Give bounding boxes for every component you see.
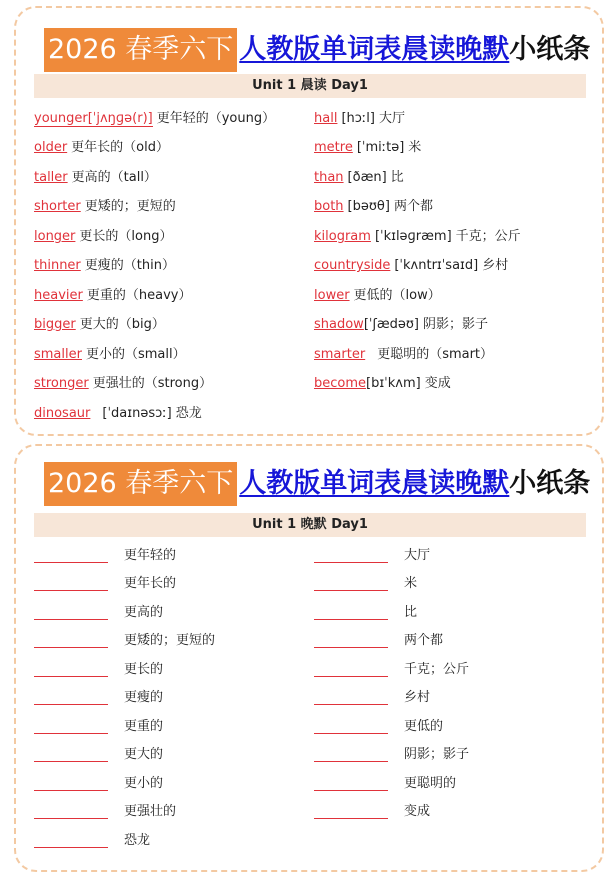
title-suffix: 小纸条 <box>509 468 591 499</box>
vocab-row <box>34 344 186 366</box>
answer-blank[interactable] <box>34 548 108 563</box>
vocab-phonetic: [ˈmiːtə] <box>356 140 405 155</box>
answer-blank[interactable] <box>314 633 388 648</box>
dictation-row <box>34 716 164 738</box>
vocab-row <box>34 403 202 425</box>
vocab-word: bigger <box>34 317 76 332</box>
vocab-word: older <box>34 140 68 155</box>
answer-blank[interactable] <box>34 576 108 591</box>
vocab-word: hall <box>314 111 338 126</box>
dictation-row <box>314 773 457 795</box>
dictation-row <box>314 801 431 823</box>
answer-blank[interactable] <box>34 747 108 762</box>
dictation-row <box>34 801 177 823</box>
vocab-word: stronger <box>34 376 89 391</box>
vocab-phonetic: [ˈʃædəʊ] <box>363 317 419 332</box>
answer-blank[interactable] <box>34 804 108 819</box>
vocab-meaning: 更瘦的（thin） <box>84 258 175 273</box>
dictation-meaning: 大厅 <box>404 548 431 563</box>
vocab-meaning: 更小的（small） <box>85 347 186 362</box>
answer-blank[interactable] <box>314 662 388 677</box>
dictation-meaning: 更小的 <box>124 776 164 791</box>
dictation-row <box>314 630 444 652</box>
vocab-meaning: 阴影；影子 <box>422 317 488 332</box>
vocab-meaning: 更长的（long） <box>79 229 173 244</box>
dictation-row <box>34 630 216 652</box>
dictation-row <box>34 687 164 709</box>
dictation-row <box>34 830 151 852</box>
answer-blank[interactable] <box>314 576 388 591</box>
vocab-word: heavier <box>34 288 83 303</box>
vocab-meaning: 更高的（tall） <box>71 170 157 185</box>
answer-blank[interactable] <box>34 719 108 734</box>
answer-blank[interactable] <box>34 662 108 677</box>
vocab-word: taller <box>34 170 68 185</box>
dictation-meaning: 乡村 <box>404 690 431 705</box>
dictation-row <box>34 773 164 795</box>
vocab-phonetic: [ˈdaɪnəsɔː] <box>102 406 172 421</box>
vocab-phonetic: [hɔːl] <box>341 111 375 126</box>
vocab-meaning: 更重的（heavy） <box>86 288 192 303</box>
vocab-word: shadow <box>314 317 364 332</box>
vocab-word: thinner <box>34 258 81 273</box>
vocab-meaning: 千克；公斤 <box>455 229 521 244</box>
title-highlight: 人教版单词表晨读晚默 <box>239 468 510 499</box>
dictation-row <box>314 602 418 624</box>
title-prefix: 2026 春季六下 <box>44 28 237 72</box>
vocab-row <box>314 226 521 248</box>
title-prefix: 2026 春季六下 <box>44 462 237 506</box>
vocab-meaning: 米 <box>408 140 422 155</box>
answer-blank[interactable] <box>34 690 108 705</box>
vocab-word: kilogram <box>314 229 371 244</box>
vocab-phonetic: [bɪˈkʌm] <box>366 376 421 391</box>
vocab-row <box>314 373 451 395</box>
dictation-meaning: 比 <box>404 605 418 620</box>
vocab-row <box>34 314 165 336</box>
vocab-word: dinosaur <box>34 406 91 421</box>
vocab-row <box>314 196 433 218</box>
answer-blank[interactable] <box>34 633 108 648</box>
vocab-phonetic: [ˈkʌntrɪˈsaɪd] <box>394 258 479 273</box>
vocab-row <box>314 344 493 366</box>
vocab-meaning: 更强壮的（strong） <box>92 376 213 391</box>
vocab-meaning: 更低的（low） <box>353 288 441 303</box>
dictation-row <box>314 716 444 738</box>
dictation-meaning: 更年轻的 <box>124 548 177 563</box>
answer-blank[interactable] <box>34 776 108 791</box>
vocab-word: lower <box>314 288 350 303</box>
morning-banner: Unit 1 晨读 Day1 <box>34 74 586 98</box>
vocab-row <box>34 255 175 277</box>
answer-blank[interactable] <box>314 747 388 762</box>
vocab-row <box>34 285 191 307</box>
vocab-phonetic: [ˈkɪləɡræm] <box>374 229 452 244</box>
vocab-phonetic: [ðæn] <box>347 170 387 185</box>
dictation-meaning: 更长的 <box>124 662 164 677</box>
vocab-meaning: 变成 <box>424 376 451 391</box>
vocab-phonetic: [bəʊθ] <box>347 199 390 214</box>
vocab-word: become <box>314 376 367 391</box>
dictation-meaning: 更大的 <box>124 747 164 762</box>
answer-blank[interactable] <box>314 804 388 819</box>
answer-blank[interactable] <box>314 605 388 620</box>
dictation-meaning: 恐龙 <box>124 833 151 848</box>
dictation-row <box>314 573 418 595</box>
dictation-meaning: 两个都 <box>404 633 444 648</box>
title-suffix: 小纸条 <box>509 34 591 65</box>
vocab-meaning: 更年轻的（young） <box>156 111 276 126</box>
dictation-row <box>34 545 177 567</box>
vocab-row <box>34 137 169 159</box>
vocab-meaning: 更聪明的（smart） <box>377 347 494 362</box>
vocab-row <box>34 373 212 395</box>
dictation-row <box>34 659 164 681</box>
dictation-meaning: 更强壮的 <box>124 804 177 819</box>
vocab-word: countryside <box>314 258 391 273</box>
dictation-meaning: 更年长的 <box>124 576 177 591</box>
vocab-word: younger <box>34 111 88 126</box>
answer-blank[interactable] <box>314 719 388 734</box>
dictation-meaning: 更矮的；更短的 <box>124 633 216 648</box>
title-highlight: 人教版单词表晨读晚默 <box>239 34 510 65</box>
dictation-meaning: 阴影；影子 <box>404 747 470 762</box>
dictation-row <box>34 602 164 624</box>
dictation-meaning: 更重的 <box>124 719 164 734</box>
morning-card <box>14 6 604 436</box>
dictation-row <box>314 659 470 681</box>
vocab-row <box>34 167 157 189</box>
vocab-row <box>314 137 421 159</box>
vocab-row <box>314 314 488 336</box>
vocab-word: metre <box>314 140 353 155</box>
dictation-meaning: 变成 <box>404 804 431 819</box>
dictation-meaning: 千克；公斤 <box>404 662 470 677</box>
evening-banner: Unit 1 晚默 Day1 <box>34 513 586 537</box>
vocab-word: shorter <box>34 199 81 214</box>
vocab-meaning: 更年长的（old） <box>71 140 169 155</box>
card-title <box>44 28 590 72</box>
answer-blank[interactable] <box>34 605 108 620</box>
dictation-meaning: 更瘦的 <box>124 690 164 705</box>
vocab-row <box>34 196 176 218</box>
dictation-meaning: 更低的 <box>404 719 444 734</box>
answer-blank[interactable] <box>314 690 388 705</box>
vocab-row <box>314 167 404 189</box>
vocab-row <box>314 108 405 130</box>
vocab-phonetic: [ˈjʌŋɡə(r)] <box>87 111 153 126</box>
dictation-row <box>34 573 177 595</box>
vocab-meaning: 两个都 <box>393 199 433 214</box>
answer-blank[interactable] <box>314 776 388 791</box>
vocab-meaning: 恐龙 <box>175 406 202 421</box>
vocab-word: smaller <box>34 347 82 362</box>
evening-card <box>14 444 604 872</box>
dictation-meaning: 更聪明的 <box>404 776 457 791</box>
dictation-row <box>314 687 431 709</box>
vocab-meaning: 大厅 <box>378 111 405 126</box>
vocab-meaning: 比 <box>390 170 404 185</box>
vocab-word: both <box>314 199 344 214</box>
vocab-row <box>34 108 275 130</box>
vocab-meaning: 乡村 <box>482 258 509 273</box>
dictation-row <box>314 744 470 766</box>
vocab-meaning: 更矮的；更短的 <box>84 199 176 214</box>
vocab-row <box>34 226 172 248</box>
dictation-meaning: 更高的 <box>124 605 164 620</box>
dictation-row <box>34 744 164 766</box>
answer-blank[interactable] <box>314 548 388 563</box>
dictation-row <box>314 545 431 567</box>
vocab-row <box>314 285 441 307</box>
vocab-row <box>314 255 508 277</box>
vocab-word: than <box>314 170 344 185</box>
card-title <box>44 462 590 506</box>
dictation-meaning: 米 <box>404 576 418 591</box>
vocab-meaning: 更大的（big） <box>79 317 165 332</box>
vocab-word: longer <box>34 229 76 244</box>
vocab-word: smarter <box>314 347 366 362</box>
answer-blank[interactable] <box>34 833 108 848</box>
